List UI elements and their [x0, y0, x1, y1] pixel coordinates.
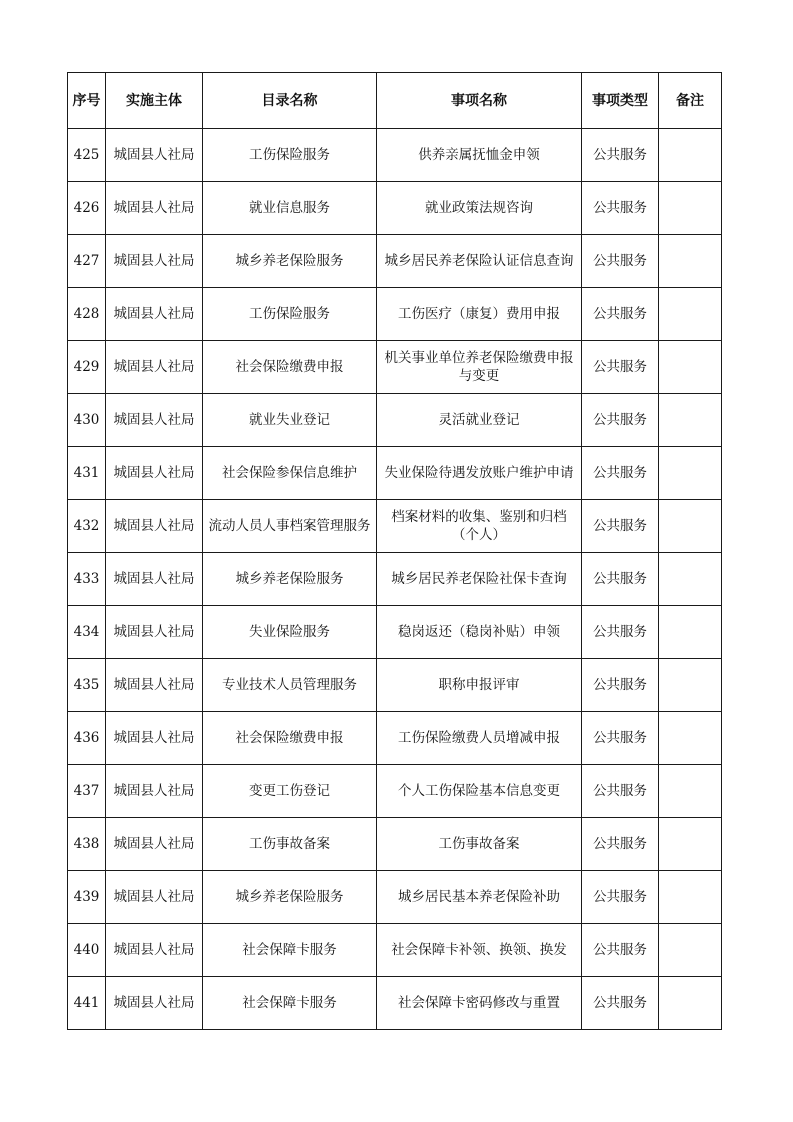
cell-directory: 就业失业登记 — [203, 394, 377, 447]
cell-no: 429 — [68, 341, 106, 394]
cell-type: 公共服务 — [582, 977, 659, 1030]
cell-type: 公共服务 — [582, 500, 659, 553]
cell-directory: 工伤保险服务 — [203, 288, 377, 341]
cell-item: 工伤医疗（康复）费用申报 — [377, 288, 582, 341]
cell-directory: 专业技术人员管理服务 — [203, 659, 377, 712]
cell-type: 公共服务 — [582, 765, 659, 818]
cell-item: 失业保险待遇发放账户维护申请 — [377, 447, 582, 500]
header-no: 序号 — [68, 73, 106, 129]
table-row — [68, 394, 722, 447]
table-row — [68, 288, 722, 341]
cell-org: 城固县人社局 — [106, 871, 203, 924]
cell-org: 城固县人社局 — [106, 659, 203, 712]
cell-type: 公共服务 — [582, 553, 659, 606]
cell-no: 438 — [68, 818, 106, 871]
cell-no: 439 — [68, 871, 106, 924]
cell-type: 公共服务 — [582, 712, 659, 765]
cell-item: 个人工伤保险基本信息变更 — [377, 765, 582, 818]
cell-item: 城乡居民基本养老保险补助 — [377, 871, 582, 924]
cell-type: 公共服务 — [582, 659, 659, 712]
cell-directory: 失业保险服务 — [203, 606, 377, 659]
cell-remark — [659, 447, 722, 500]
cell-no: 432 — [68, 500, 106, 553]
table-row — [68, 447, 722, 500]
cell-directory: 工伤事故备案 — [203, 818, 377, 871]
table-row — [68, 871, 722, 924]
cell-remark — [659, 818, 722, 871]
cell-type: 公共服务 — [582, 129, 659, 182]
table-row — [68, 129, 722, 182]
cell-no: 426 — [68, 182, 106, 235]
cell-directory: 工伤保险服务 — [203, 129, 377, 182]
cell-type: 公共服务 — [582, 606, 659, 659]
cell-directory: 流动人员人事档案管理服务 — [203, 500, 377, 553]
cell-remark — [659, 500, 722, 553]
table-row — [68, 235, 722, 288]
cell-item: 机关事业单位养老保险缴费申报与变更 — [377, 341, 582, 394]
cell-org: 城固县人社局 — [106, 712, 203, 765]
cell-item: 工伤保险缴费人员增减申报 — [377, 712, 582, 765]
cell-no: 434 — [68, 606, 106, 659]
header-remark: 备注 — [659, 73, 722, 129]
cell-type: 公共服务 — [582, 182, 659, 235]
table-row — [68, 500, 722, 553]
table-row — [68, 182, 722, 235]
cell-no: 425 — [68, 129, 106, 182]
cell-remark — [659, 288, 722, 341]
cell-directory: 社会保障卡服务 — [203, 977, 377, 1030]
cell-type: 公共服务 — [582, 447, 659, 500]
table-row — [68, 818, 722, 871]
header-row — [68, 73, 722, 129]
table-row — [68, 659, 722, 712]
cell-type: 公共服务 — [582, 871, 659, 924]
table-row — [68, 765, 722, 818]
cell-item: 档案材料的收集、鉴别和归档（个人） — [377, 500, 582, 553]
cell-item: 城乡居民养老保险社保卡查询 — [377, 553, 582, 606]
cell-org: 城固县人社局 — [106, 500, 203, 553]
header-item: 事项名称 — [377, 73, 582, 129]
cell-org: 城固县人社局 — [106, 394, 203, 447]
cell-type: 公共服务 — [582, 341, 659, 394]
cell-item: 社会保障卡密码修改与重置 — [377, 977, 582, 1030]
cell-remark — [659, 606, 722, 659]
table-row — [68, 606, 722, 659]
cell-directory: 社会保险缴费申报 — [203, 712, 377, 765]
cell-no: 440 — [68, 924, 106, 977]
cell-remark — [659, 394, 722, 447]
header-org: 实施主体 — [106, 73, 203, 129]
table-header — [68, 73, 722, 129]
cell-org: 城固县人社局 — [106, 553, 203, 606]
cell-type: 公共服务 — [582, 288, 659, 341]
cell-directory: 城乡养老保险服务 — [203, 553, 377, 606]
cell-org: 城固县人社局 — [106, 341, 203, 394]
cell-item: 职称申报评审 — [377, 659, 582, 712]
cell-directory: 社会保险缴费申报 — [203, 341, 377, 394]
cell-item: 工伤事故备案 — [377, 818, 582, 871]
table-row — [68, 341, 722, 394]
header-type: 事项类型 — [582, 73, 659, 129]
cell-no: 427 — [68, 235, 106, 288]
cell-item: 稳岗返还（稳岗补贴）申领 — [377, 606, 582, 659]
cell-type: 公共服务 — [582, 235, 659, 288]
cell-no: 435 — [68, 659, 106, 712]
cell-item: 灵活就业登记 — [377, 394, 582, 447]
cell-no: 428 — [68, 288, 106, 341]
cell-directory: 社会保险参保信息维护 — [203, 447, 377, 500]
cell-remark — [659, 659, 722, 712]
table-row — [68, 924, 722, 977]
cell-org: 城固县人社局 — [106, 447, 203, 500]
cell-no: 437 — [68, 765, 106, 818]
header-directory: 目录名称 — [203, 73, 377, 129]
table-row — [68, 712, 722, 765]
cell-remark — [659, 182, 722, 235]
cell-type: 公共服务 — [582, 924, 659, 977]
cell-org: 城固县人社局 — [106, 977, 203, 1030]
table-row — [68, 977, 722, 1030]
cell-directory: 就业信息服务 — [203, 182, 377, 235]
cell-remark — [659, 712, 722, 765]
cell-directory: 城乡养老保险服务 — [203, 235, 377, 288]
cell-no: 436 — [68, 712, 106, 765]
cell-org: 城固县人社局 — [106, 606, 203, 659]
cell-remark — [659, 924, 722, 977]
table-row — [68, 553, 722, 606]
cell-org: 城固县人社局 — [106, 235, 203, 288]
cell-remark — [659, 129, 722, 182]
cell-no: 430 — [68, 394, 106, 447]
cell-item: 就业政策法规咨询 — [377, 182, 582, 235]
cell-item: 城乡居民养老保险认证信息查询 — [377, 235, 582, 288]
cell-remark — [659, 341, 722, 394]
cell-org: 城固县人社局 — [106, 129, 203, 182]
service-catalog-table — [67, 72, 722, 1030]
cell-org: 城固县人社局 — [106, 288, 203, 341]
cell-org: 城固县人社局 — [106, 818, 203, 871]
cell-type: 公共服务 — [582, 818, 659, 871]
cell-remark — [659, 977, 722, 1030]
cell-remark — [659, 871, 722, 924]
cell-directory: 城乡养老保险服务 — [203, 871, 377, 924]
cell-remark — [659, 235, 722, 288]
cell-item: 社会保障卡补领、换领、换发 — [377, 924, 582, 977]
cell-directory: 社会保障卡服务 — [203, 924, 377, 977]
cell-no: 441 — [68, 977, 106, 1030]
cell-type: 公共服务 — [582, 394, 659, 447]
cell-no: 431 — [68, 447, 106, 500]
cell-directory: 变更工伤登记 — [203, 765, 377, 818]
cell-item: 供养亲属抚恤金申领 — [377, 129, 582, 182]
cell-no: 433 — [68, 553, 106, 606]
cell-org: 城固县人社局 — [106, 765, 203, 818]
cell-org: 城固县人社局 — [106, 924, 203, 977]
table-body — [68, 129, 722, 1030]
cell-remark — [659, 765, 722, 818]
cell-org: 城固县人社局 — [106, 182, 203, 235]
cell-remark — [659, 553, 722, 606]
